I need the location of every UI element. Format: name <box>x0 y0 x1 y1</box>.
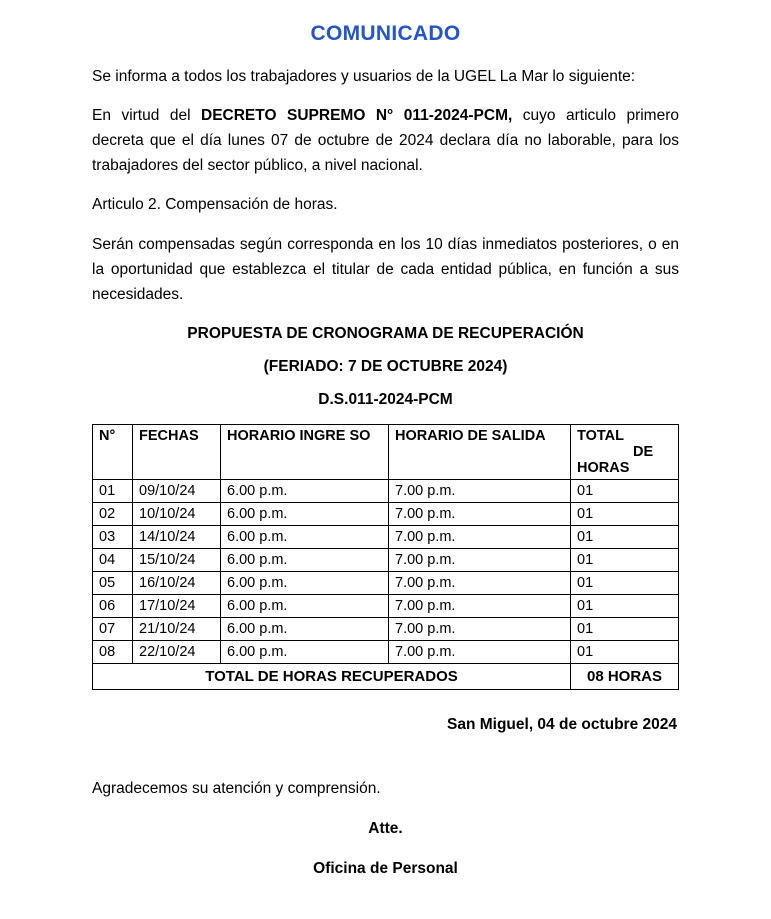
cell-fecha: 14/10/24 <box>133 525 221 548</box>
office-name: Oficina de Personal <box>313 859 458 877</box>
cell-fecha: 09/10/24 <box>133 479 221 502</box>
cell-ingreso: 6.00 p.m. <box>221 594 389 617</box>
cell-number: 06 <box>93 594 133 617</box>
cell-total: 01 <box>571 640 679 663</box>
cell-fecha: 22/10/24 <box>133 640 221 663</box>
cell-number: 02 <box>93 502 133 525</box>
paragraph-articulo-2 <box>92 192 679 217</box>
cell-total: 01 <box>571 479 679 502</box>
total-value: 08 HORAS <box>571 663 679 689</box>
page-title: COMUNICADO <box>310 22 461 45</box>
closing-text: Agradecemos su atención y comprensión. <box>92 779 381 797</box>
cell-number: 07 <box>93 617 133 640</box>
cell-fecha: 10/10/24 <box>133 502 221 525</box>
cell-total: 01 <box>571 594 679 617</box>
paragraph-decreto <box>92 103 679 178</box>
paragraph-intro <box>92 64 679 89</box>
cell-number: 04 <box>93 548 133 571</box>
cell-fecha: 15/10/24 <box>133 548 221 571</box>
cell-total: 01 <box>571 525 679 548</box>
cell-ingreso: 6.00 p.m. <box>221 502 389 525</box>
table-total-row <box>93 663 679 689</box>
articulo-2-text: Articulo 2. Compensación de horas. <box>92 196 338 214</box>
recovery-schedule-table <box>92 424 679 690</box>
compensacion-text: Serán compensadas según corresponda en los 10 días inmediatos posteriores, o en la oportunidad que establezca el titular de cada entidad pública, en función a sus necesidades. <box>92 235 679 303</box>
cell-number: 08 <box>93 640 133 663</box>
cell-number: 05 <box>93 571 133 594</box>
cell-salida: 7.00 p.m. <box>389 502 571 525</box>
column-header-horario-ingreso: HORARIO INGRE SO <box>221 424 389 479</box>
cell-ingreso: 6.00 p.m. <box>221 479 389 502</box>
cell-number: 03 <box>93 525 133 548</box>
table-row <box>93 571 679 594</box>
place-and-date: San Miguel, 04 de octubre 2024 <box>447 715 677 733</box>
cell-salida: 7.00 p.m. <box>389 525 571 548</box>
table-body <box>93 479 679 689</box>
cell-fecha: 17/10/24 <box>133 594 221 617</box>
cell-total: 01 <box>571 502 679 525</box>
cell-ingreso: 6.00 p.m. <box>221 548 389 571</box>
heading-propuesta: PROPUESTA DE CRONOGRAMA DE RECUPERACIÓN <box>187 324 584 342</box>
cell-fecha: 16/10/24 <box>133 571 221 594</box>
column-header-horario-salida: HORARIO DE SALIDA <box>389 424 571 479</box>
table-row <box>93 479 679 502</box>
cell-fecha: 21/10/24 <box>133 617 221 640</box>
cell-salida: 7.00 p.m. <box>389 571 571 594</box>
heading-feriado: (FERIADO: 7 DE OCTUBRE 2024) <box>263 357 508 375</box>
column-header-total-word: TOTAL <box>577 427 624 444</box>
decreto-lead-text: En virtud del <box>92 107 202 125</box>
table-row <box>93 640 679 663</box>
heading-decreto-supremo: D.S.011-2024-PCM <box>318 390 453 408</box>
cell-ingreso: 6.00 p.m. <box>221 525 389 548</box>
table-row <box>93 502 679 525</box>
cell-ingreso: 6.00 p.m. <box>221 617 389 640</box>
table-row <box>93 548 679 571</box>
cell-number: 01 <box>93 479 133 502</box>
column-header-fechas: FECHAS <box>133 424 221 479</box>
cell-salida: 7.00 p.m. <box>389 548 571 571</box>
table-header <box>93 424 679 479</box>
table-row <box>93 525 679 548</box>
column-header-horas-word: HORAS <box>577 459 630 476</box>
decreto-reference: DECRETO SUPREMO N° 011-2024-PCM, <box>201 107 513 125</box>
column-header-number: N° <box>93 424 133 479</box>
table-row <box>93 594 679 617</box>
cell-total: 01 <box>571 571 679 594</box>
cell-total: 01 <box>571 548 679 571</box>
paragraph-compensacion <box>92 232 679 307</box>
table-row <box>93 617 679 640</box>
total-label: TOTAL DE HORAS RECUPERADOS <box>93 663 571 689</box>
decreto-body-text: cuyo articulo primero decreta que el día lunes 07 de octubre de 2024 declara día no laborable, para los trabajadores del sector público, a nivel nacional. <box>92 107 679 175</box>
table-header-row <box>93 424 679 479</box>
paragraph-intro-text: Se informa a todos los trabajadores y usuarios de la UGEL La Mar lo siguiente: <box>92 68 636 85</box>
cell-ingreso: 6.00 p.m. <box>221 640 389 663</box>
cell-salida: 7.00 p.m. <box>389 594 571 617</box>
cell-salida: 7.00 p.m. <box>389 640 571 663</box>
cell-total: 01 <box>571 617 679 640</box>
signoff-label: Atte. <box>368 819 403 837</box>
cell-salida: 7.00 p.m. <box>389 479 571 502</box>
column-header-de-word: DE <box>633 443 654 460</box>
cell-ingreso: 6.00 p.m. <box>221 571 389 594</box>
cell-salida: 7.00 p.m. <box>389 617 571 640</box>
column-header-total-horas <box>571 424 679 479</box>
